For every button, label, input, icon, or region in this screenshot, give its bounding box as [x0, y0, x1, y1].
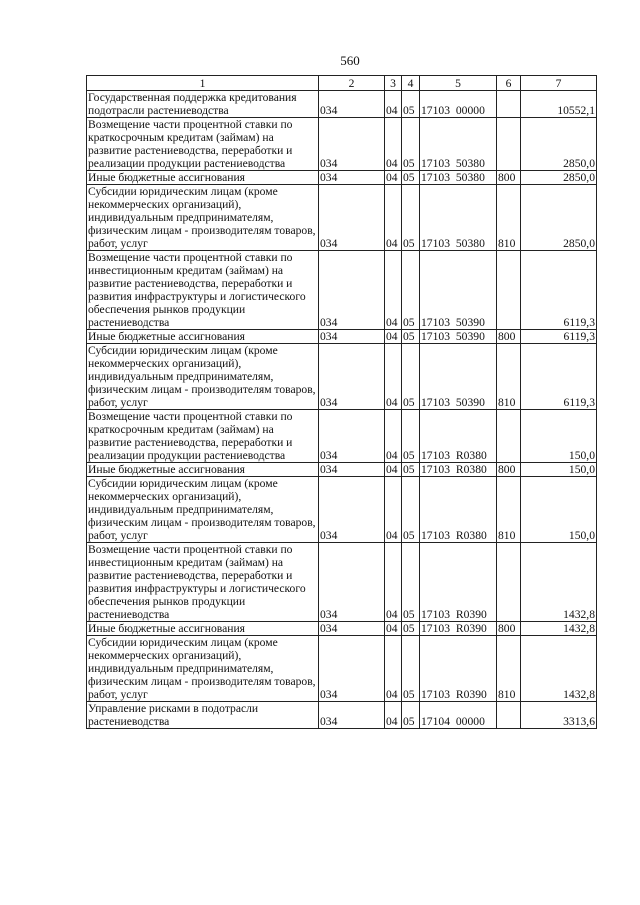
item-name-cell: Иные бюджетные ассигнования [87, 330, 319, 344]
expense-type-cell: 800 [497, 171, 521, 185]
header-cell: 7 [521, 76, 597, 91]
amount-cell: 1432,8 [521, 543, 597, 622]
page-number: 560 [340, 53, 360, 68]
ministry-code-cell: 034 [319, 251, 385, 330]
header-cell: 2 [319, 76, 385, 91]
subsection-code-cell: 05 [402, 185, 420, 251]
budget-table [86, 75, 597, 729]
section-code-cell: 04 [385, 185, 402, 251]
table-row [87, 171, 597, 185]
target-article-cell: 17103 50390 [420, 344, 497, 410]
item-name-cell: Субсидии юридическим лицам (кроме некоммерческих организаций), индивидуальным предпринимателям, физическим лицам - производителям товаров, работ, услуг [87, 185, 319, 251]
amount-cell: 10552,1 [521, 91, 597, 118]
expense-type-cell: 810 [497, 477, 521, 543]
section-code-cell: 04 [385, 344, 402, 410]
item-name-cell: Субсидии юридическим лицам (кроме некоммерческих организаций), индивидуальным предпринимателям, физическим лицам - производителям товаров, работ, услуг [87, 477, 319, 543]
amount-cell: 3313,6 [521, 702, 597, 729]
ministry-code-cell: 034 [319, 410, 385, 463]
section-code-cell: 04 [385, 91, 402, 118]
subsection-code-cell: 05 [402, 636, 420, 702]
section-code-cell: 04 [385, 477, 402, 543]
ministry-code-cell: 034 [319, 622, 385, 636]
target-article-cell: 17103 R0390 [420, 622, 497, 636]
subsection-code-cell: 05 [402, 543, 420, 622]
section-code-cell: 04 [385, 463, 402, 477]
target-article-cell: 17103 50380 [420, 118, 497, 171]
table-row [87, 463, 597, 477]
ministry-code-cell: 034 [319, 91, 385, 118]
table-row [87, 344, 597, 410]
item-name-cell: Субсидии юридическим лицам (кроме некоммерческих организаций), индивидуальным предпринимателям, физическим лицам - производителям товаров, работ, услуг [87, 344, 319, 410]
target-article-cell: 17103 R0380 [420, 477, 497, 543]
ministry-code-cell: 034 [319, 118, 385, 171]
subsection-code-cell: 05 [402, 251, 420, 330]
target-article-cell: 17104 00000 [420, 702, 497, 729]
amount-cell: 2850,0 [521, 185, 597, 251]
item-name-cell: Возмещение части процентной ставки по краткосрочным кредитам (займам) на развитие растениеводства, переработки и реализации продукции растениеводства [87, 118, 319, 171]
subsection-code-cell: 05 [402, 410, 420, 463]
target-article-cell: 17103 00000 [420, 91, 497, 118]
amount-cell: 2850,0 [521, 118, 597, 171]
table-row [87, 477, 597, 543]
subsection-code-cell: 05 [402, 91, 420, 118]
item-name-cell: Возмещение части процентной ставки по краткосрочным кредитам (займам) на развитие растениеводства, переработки и реализации продукции растениеводства [87, 410, 319, 463]
section-code-cell: 04 [385, 636, 402, 702]
item-name-cell: Субсидии юридическим лицам (кроме некоммерческих организаций), индивидуальным предпринимателям, физическим лицам - производителям товаров, работ, услуг [87, 636, 319, 702]
item-name-cell: Иные бюджетные ассигнования [87, 622, 319, 636]
ministry-code-cell: 034 [319, 702, 385, 729]
item-name-cell: Возмещение части процентной ставки по инвестиционным кредитам (займам) на развитие растениеводства, переработки и развития инфраструктуры и логистического обеспечения рынков продукции растениеводства [87, 543, 319, 622]
item-name-cell: Иные бюджетные ассигнования [87, 463, 319, 477]
section-code-cell: 04 [385, 171, 402, 185]
amount-cell: 6119,3 [521, 330, 597, 344]
header-cell: 4 [402, 76, 420, 91]
target-article-cell: 17103 R0380 [420, 410, 497, 463]
header-cell: 1 [87, 76, 319, 91]
amount-cell: 6119,3 [521, 251, 597, 330]
ministry-code-cell: 034 [319, 344, 385, 410]
target-article-cell: 17103 50380 [420, 185, 497, 251]
expense-type-cell: 800 [497, 622, 521, 636]
header-cell: 5 [420, 76, 497, 91]
table-row [87, 543, 597, 622]
table-row [87, 185, 597, 251]
item-name-cell: Иные бюджетные ассигнования [87, 171, 319, 185]
expense-type-cell [497, 702, 521, 729]
target-article-cell: 17103 50380 [420, 171, 497, 185]
ministry-code-cell: 034 [319, 330, 385, 344]
ministry-code-cell: 034 [319, 543, 385, 622]
amount-cell: 2850,0 [521, 171, 597, 185]
subsection-code-cell: 05 [402, 330, 420, 344]
expense-type-cell [497, 251, 521, 330]
table-row [87, 330, 597, 344]
subsection-code-cell: 05 [402, 622, 420, 636]
table-row [87, 636, 597, 702]
section-code-cell: 04 [385, 251, 402, 330]
section-code-cell: 04 [385, 622, 402, 636]
amount-cell: 1432,8 [521, 622, 597, 636]
amount-cell: 150,0 [521, 463, 597, 477]
item-name-cell: Государственная поддержка кредитования подотрасли растениеводства [87, 91, 319, 118]
subsection-code-cell: 05 [402, 702, 420, 729]
section-code-cell: 04 [385, 330, 402, 344]
table-row [87, 410, 597, 463]
subsection-code-cell: 05 [402, 477, 420, 543]
target-article-cell: 17103 R0390 [420, 543, 497, 622]
expense-type-cell [497, 91, 521, 118]
ministry-code-cell: 034 [319, 477, 385, 543]
expense-type-cell: 800 [497, 463, 521, 477]
ministry-code-cell: 034 [319, 463, 385, 477]
expense-type-cell: 800 [497, 330, 521, 344]
expense-type-cell: 810 [497, 344, 521, 410]
table-header-row [87, 76, 597, 91]
target-article-cell: 17103 50390 [420, 330, 497, 344]
item-name-cell: Управление рисками в подотрасли растениеводства [87, 702, 319, 729]
amount-cell: 1432,8 [521, 636, 597, 702]
subsection-code-cell: 05 [402, 118, 420, 171]
header-cell: 3 [385, 76, 402, 91]
header-cell: 6 [497, 76, 521, 91]
expense-type-cell: 810 [497, 636, 521, 702]
expense-type-cell [497, 118, 521, 171]
subsection-code-cell: 05 [402, 344, 420, 410]
ministry-code-cell: 034 [319, 185, 385, 251]
target-article-cell: 17103 R0390 [420, 636, 497, 702]
subsection-code-cell: 05 [402, 171, 420, 185]
expense-type-cell [497, 543, 521, 622]
amount-cell: 150,0 [521, 477, 597, 543]
table-row [87, 251, 597, 330]
subsection-code-cell: 05 [402, 463, 420, 477]
section-code-cell: 04 [385, 702, 402, 729]
target-article-cell: 17103 50390 [420, 251, 497, 330]
table-row [87, 118, 597, 171]
table-row [87, 622, 597, 636]
amount-cell: 150,0 [521, 410, 597, 463]
target-article-cell: 17103 R0380 [420, 463, 497, 477]
expense-type-cell: 810 [497, 185, 521, 251]
table-row [87, 702, 597, 729]
amount-cell: 6119,3 [521, 344, 597, 410]
ministry-code-cell: 034 [319, 636, 385, 702]
ministry-code-cell: 034 [319, 171, 385, 185]
item-name-cell: Возмещение части процентной ставки по инвестиционным кредитам (займам) на развитие растениеводства, переработки и развития инфраструктуры и логистического обеспечения рынков продукции растениеводства [87, 251, 319, 330]
section-code-cell: 04 [385, 410, 402, 463]
table-row [87, 91, 597, 118]
expense-type-cell [497, 410, 521, 463]
section-code-cell: 04 [385, 118, 402, 171]
section-code-cell: 04 [385, 543, 402, 622]
